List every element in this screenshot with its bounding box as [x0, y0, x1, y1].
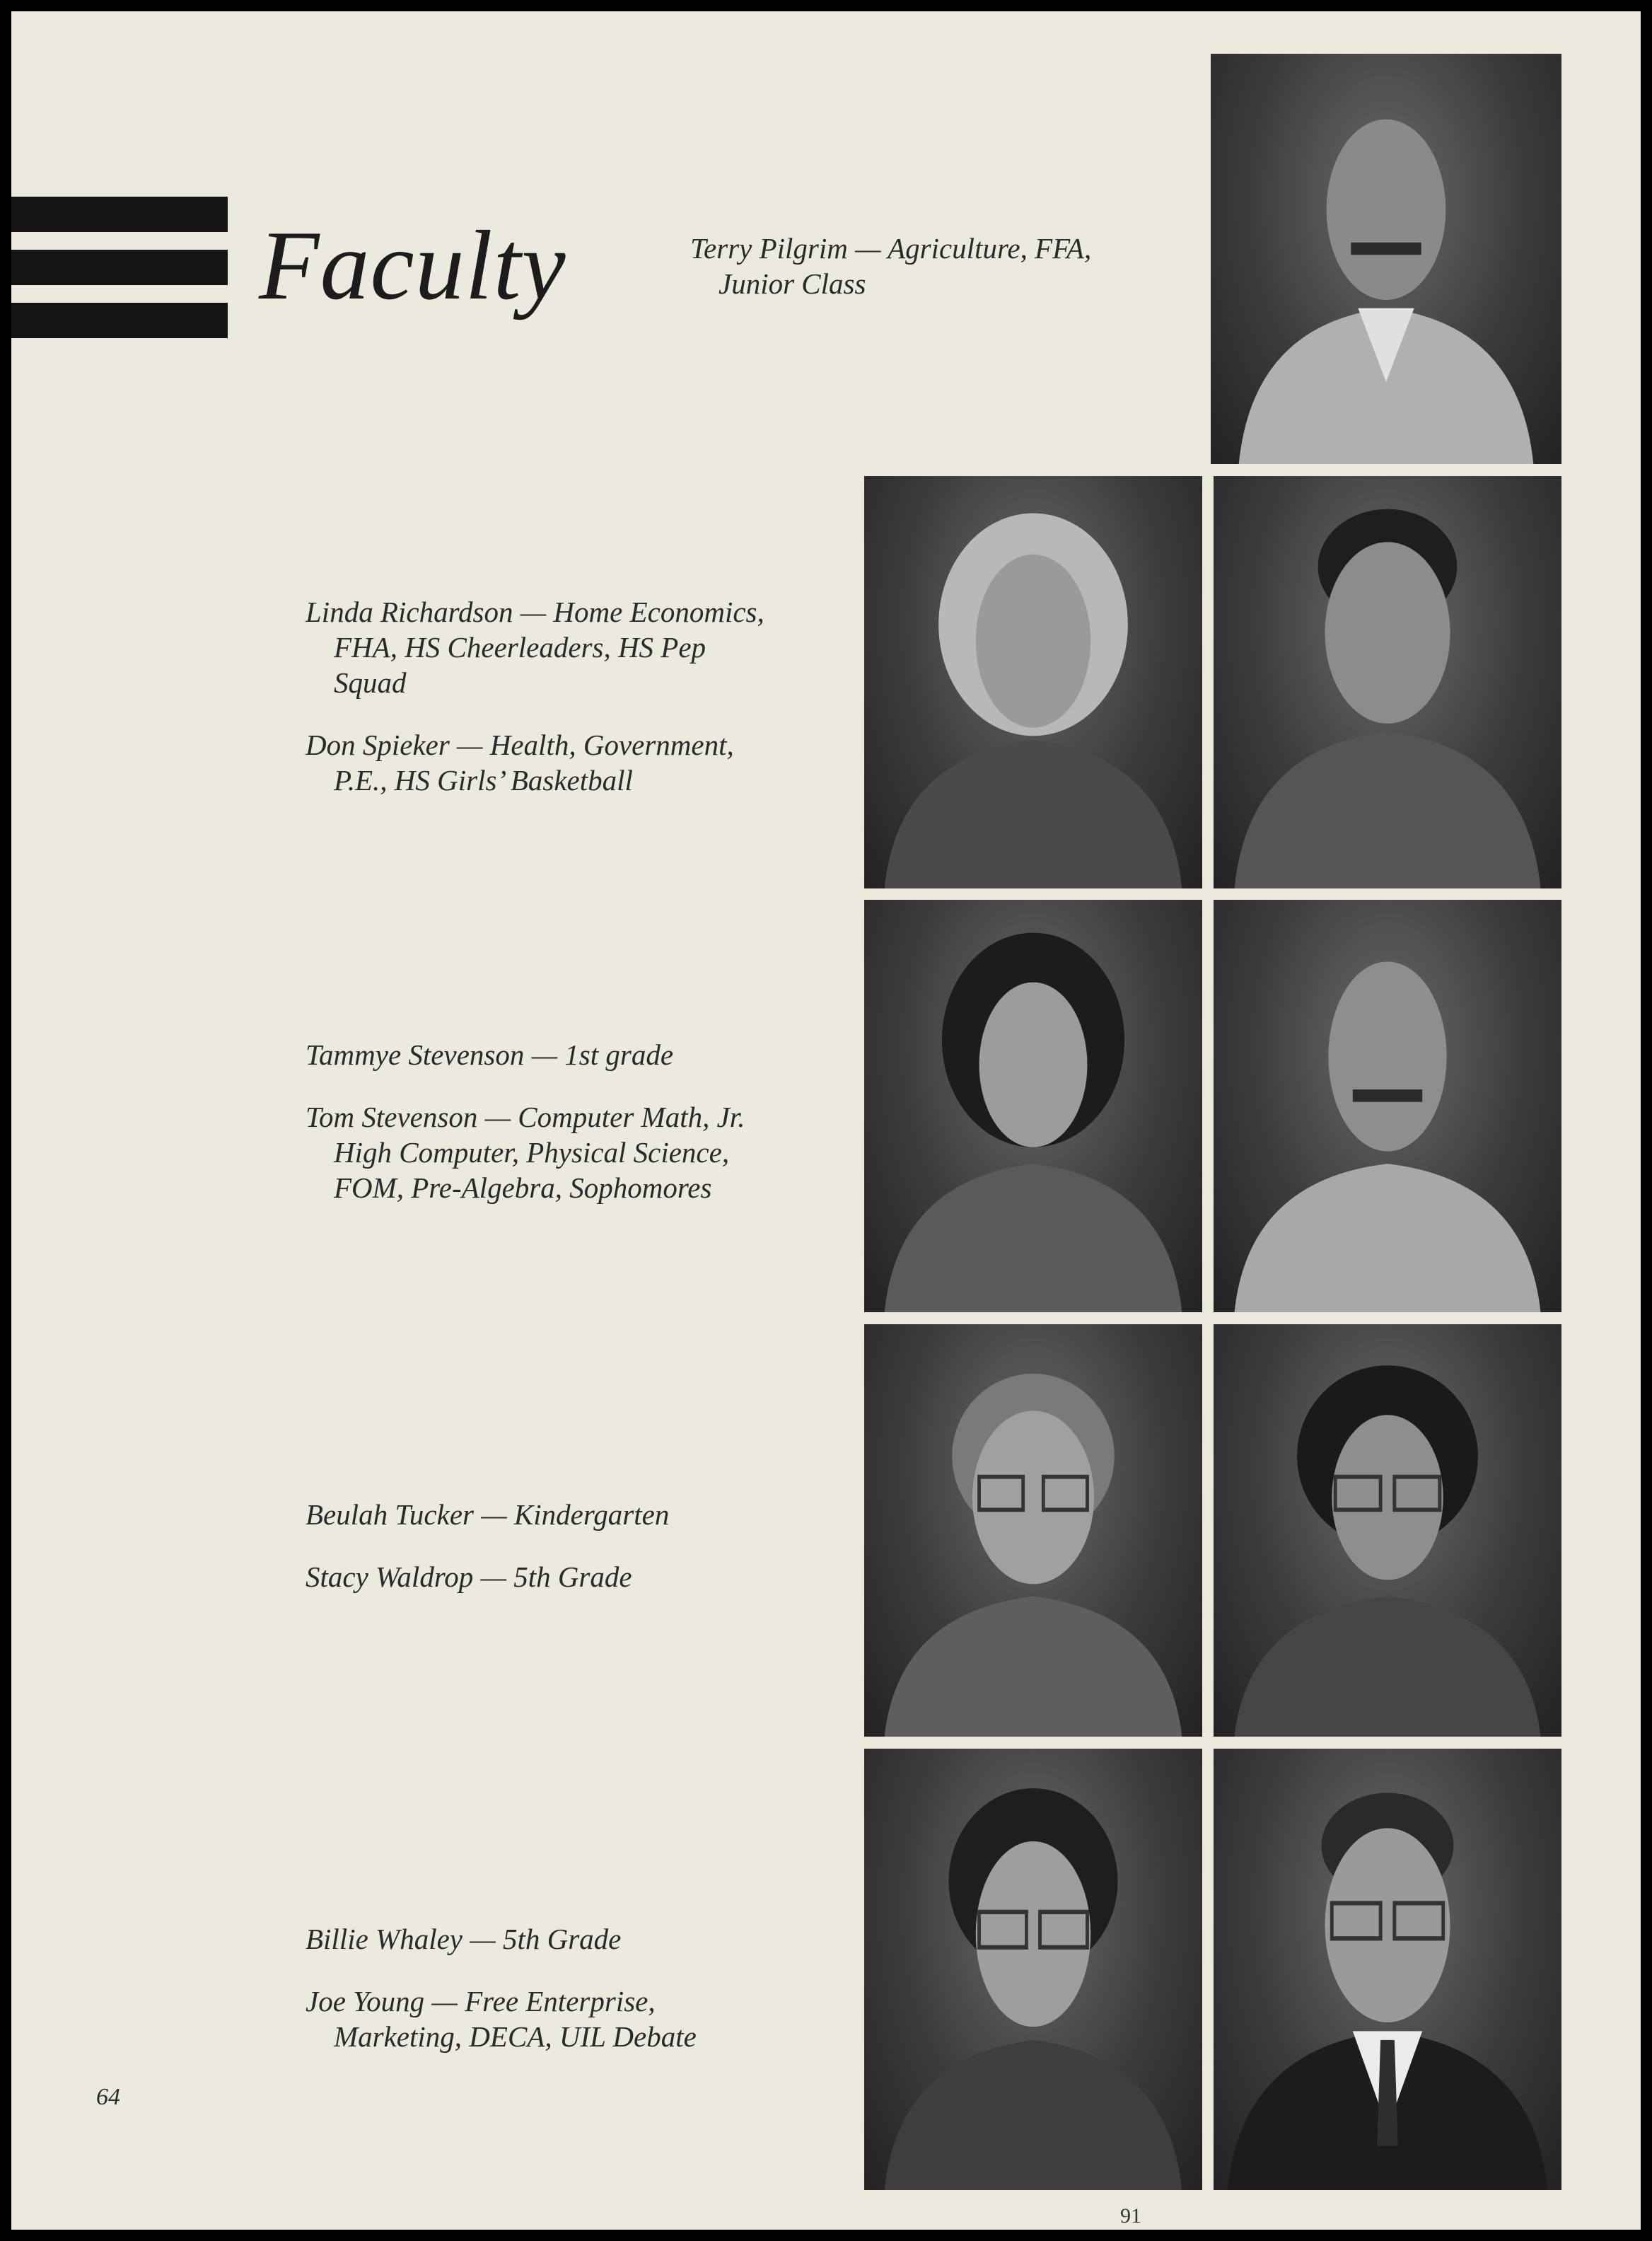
caption-line: FHA, HS Cheerleaders, HS Pep	[334, 631, 706, 664]
bottom-margin-mark: 91	[1120, 2204, 1141, 2228]
header-bar	[11, 250, 228, 285]
portrait-photo-tammye-stevenson	[864, 900, 1202, 1312]
caption-line: Joe Young — Free Enterprise,	[306, 1985, 656, 2017]
caption-line: Junior Class	[719, 267, 866, 300]
caption-line: Squad	[334, 666, 407, 699]
caption-spieker	[306, 727, 764, 798]
caption-line: Terry Pilgrim — Agriculture, FFA,	[690, 232, 1092, 265]
caption-line: Tom Stevenson — Computer Math, Jr.	[306, 1101, 745, 1133]
caption-richardson	[306, 594, 764, 700]
portrait-photo-pilgrim	[1211, 54, 1561, 464]
caption-line: Linda Richardson — Home Economics,	[306, 596, 764, 628]
caption-young	[306, 1984, 697, 2054]
portrait-photo-tom-stevenson	[1214, 900, 1561, 1312]
caption-group-richardson-spieker	[306, 594, 764, 798]
portrait-photo-tucker	[864, 1324, 1202, 1737]
portrait-photo-young	[1214, 1749, 1561, 2190]
caption-line: Billie Whaley — 5th Grade	[306, 1923, 622, 1955]
caption-line: Stacy Waldrop — 5th Grade	[306, 1560, 632, 1593]
page-number: 64	[96, 2084, 120, 2110]
caption-line: Don Spieker — Health, Government,	[306, 729, 734, 761]
portrait-photo-richardson	[864, 476, 1202, 888]
caption-line: FOM, Pre-Algebra, Sophomores	[334, 1171, 712, 1204]
caption-tammye	[306, 1037, 745, 1072]
caption-line: High Computer, Physical Science,	[334, 1136, 730, 1169]
yearbook-page	[11, 11, 1641, 2230]
caption-line: Beulah Tucker — Kindergarten	[306, 1498, 670, 1531]
caption-group-whaley-young	[306, 1921, 697, 2054]
page-title: Faculty	[259, 211, 566, 320]
caption-whaley	[306, 1921, 697, 1957]
caption-tom	[306, 1099, 745, 1205]
caption-waldrop	[306, 1559, 669, 1594]
caption-tucker	[306, 1497, 669, 1532]
caption-group-stevenson	[306, 1037, 745, 1205]
caption-line: Tammye Stevenson — 1st grade	[306, 1038, 674, 1071]
portrait-photo-waldrop	[1214, 1324, 1561, 1737]
portrait-photo-spieker	[1214, 476, 1561, 888]
caption-line: Marketing, DECA, UIL Debate	[334, 2020, 697, 2053]
header-bar	[11, 197, 228, 232]
portrait-photo-whaley	[864, 1749, 1202, 2190]
caption-group-tucker-waldrop	[306, 1497, 669, 1594]
caption-pilgrim	[690, 231, 1091, 301]
caption-line: P.E., HS Girls’ Basketball	[334, 764, 633, 797]
header-bar	[11, 303, 228, 338]
